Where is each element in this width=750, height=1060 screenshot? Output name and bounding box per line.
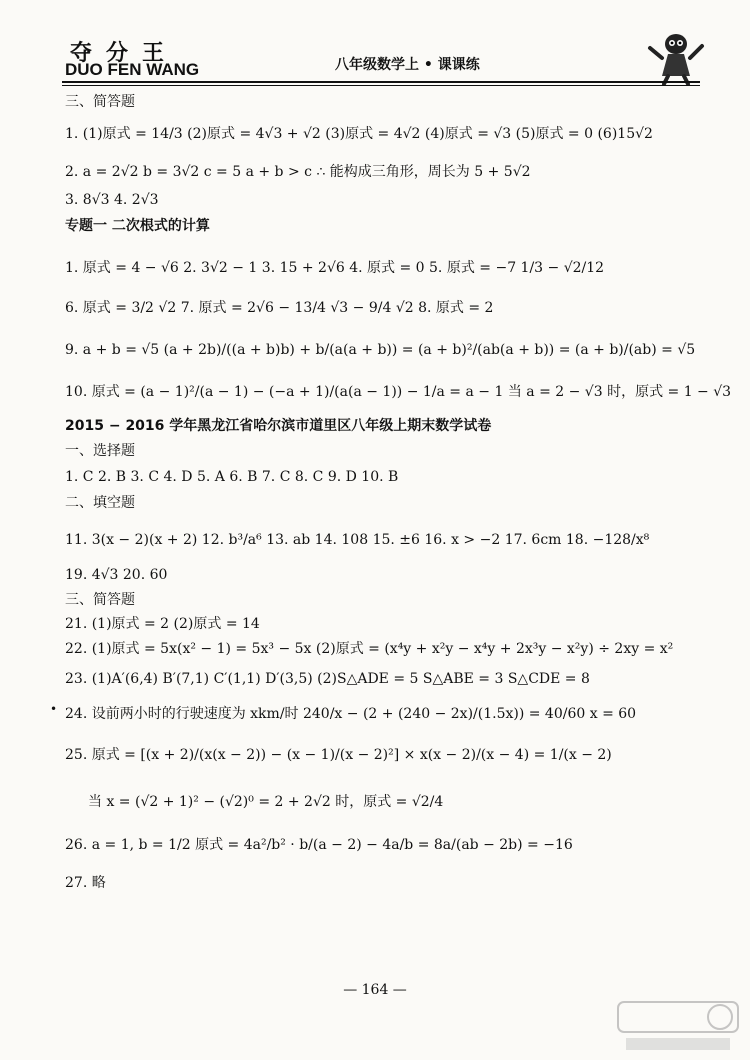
stray-dot: • (50, 702, 58, 716)
answer-line: 27. 略 (65, 875, 106, 891)
answer-line: 21. (1)原式 = 2 (2)原式 = 14 (65, 616, 260, 632)
brand-chinese: 夺分王 (70, 40, 179, 66)
section-heading: 一、选择题 (65, 443, 135, 459)
mascot-icon (646, 26, 706, 86)
topic-heading: 专题一 二次根式的计算 (65, 218, 210, 234)
answer-line: 26. a = 1, b = 1/2 原式 = 4a²/b² · b/(a − 2) − 4a/b = 8a/(ab − 2b) = −16 (65, 837, 573, 853)
section-heading: 三、简答题 (65, 592, 135, 608)
page-number: — 164 — (343, 982, 407, 998)
answer-line: 19. 4√3 20. 60 (65, 567, 168, 583)
answer-line: 1. (1)原式 = 14/3 (2)原式 = 4√3 + √2 (3)原式 = 4√2 (4)原式 = √3 (5)原式 = 0 (6)15√2 (65, 126, 653, 142)
section-heading: 二、填空题 (65, 495, 135, 511)
answer-line: 1. C 2. B 3. C 4. D 5. A 6. B 7. C 8. C 9. D 10. B (65, 469, 399, 485)
answer-line: 3. 8√3 4. 2√3 (65, 192, 159, 208)
answer-line: 9. a + b = √5 (a + 2b)/((a + b)b) + b/(a(a + b)) = (a + b)²/(ab(a + b)) = (a + b)/(ab) = √5 (65, 342, 696, 358)
page-header (0, 0, 750, 95)
header-rule (62, 81, 700, 83)
answer-line: 22. (1)原式 = 5x(x² − 1) = 5x³ − 5x (2)原式 = (x⁴y + x²y − x⁴y + 2x³y − x²y) ÷ 2xy = x² (65, 641, 674, 657)
exam-title: 2015 − 2016 学年黑龙江省哈尔滨市道里区八年级上期末数学试卷 (65, 418, 492, 434)
answer-line: 23. (1)A′(6,4) B′(7,1) C′(1,1) D′(3,5) (2)S△ADE = 5 S△ABE = 3 S△CDE = 8 (65, 671, 590, 687)
answer-line: 11. 3(x − 2)(x + 2) 12. b³/a⁶ 13. ab 14. 108 15. ±6 16. x > −2 17. 6cm 18. −128/x⁸ (65, 532, 650, 548)
answer-line: 24. 设前两小时的行驶速度为 xkm/时 240/x − (2 + (240 − 2x)/(1.5x)) = 40/60 x = 60 (65, 706, 637, 722)
answer-line: 6. 原式 = 3/2 √2 7. 原式 = 2√6 − 13/4 √3 − 9/4 √2 8. 原式 = 2 (65, 300, 494, 316)
brand-english: DUO FEN WANG (65, 60, 200, 79)
answer-line: 当 x = (√2 + 1)² − (√2)⁰ = 2 + 2√2 时，原式 = √2/4 (88, 794, 444, 810)
section-heading: 三、简答题 (65, 94, 135, 110)
answer-line: 1. 原式 = 4 − √6 2. 3√2 − 1 3. 15 + 2√6 4. 原式 = 0 5. 原式 = −7 1/3 − √2/12 (65, 260, 605, 276)
watermark-logo-icon (616, 998, 740, 1054)
course-title: 八年级数学上 • 课课练 (335, 57, 480, 73)
answer-line: 10. 原式 = (a − 1)²/(a − 1) − (−a + 1)/(a(a − 1)) − 1/a = a − 1 当 a = 2 − √3 时，原式 = 1 − √3 (65, 384, 732, 400)
answer-line: 2. a = 2√2 b = 3√2 c = 5 a + b > c ∴ 能构成三角形，周长为 5 + 5√2 (65, 164, 531, 180)
header-rule-thin (62, 85, 700, 86)
answer-line: 25. 原式 = [(x + 2)/(x(x − 2)) − (x − 1)/(x − 2)²] × x(x − 2)/(x − 4) = 1/(x − 2) (65, 747, 612, 763)
